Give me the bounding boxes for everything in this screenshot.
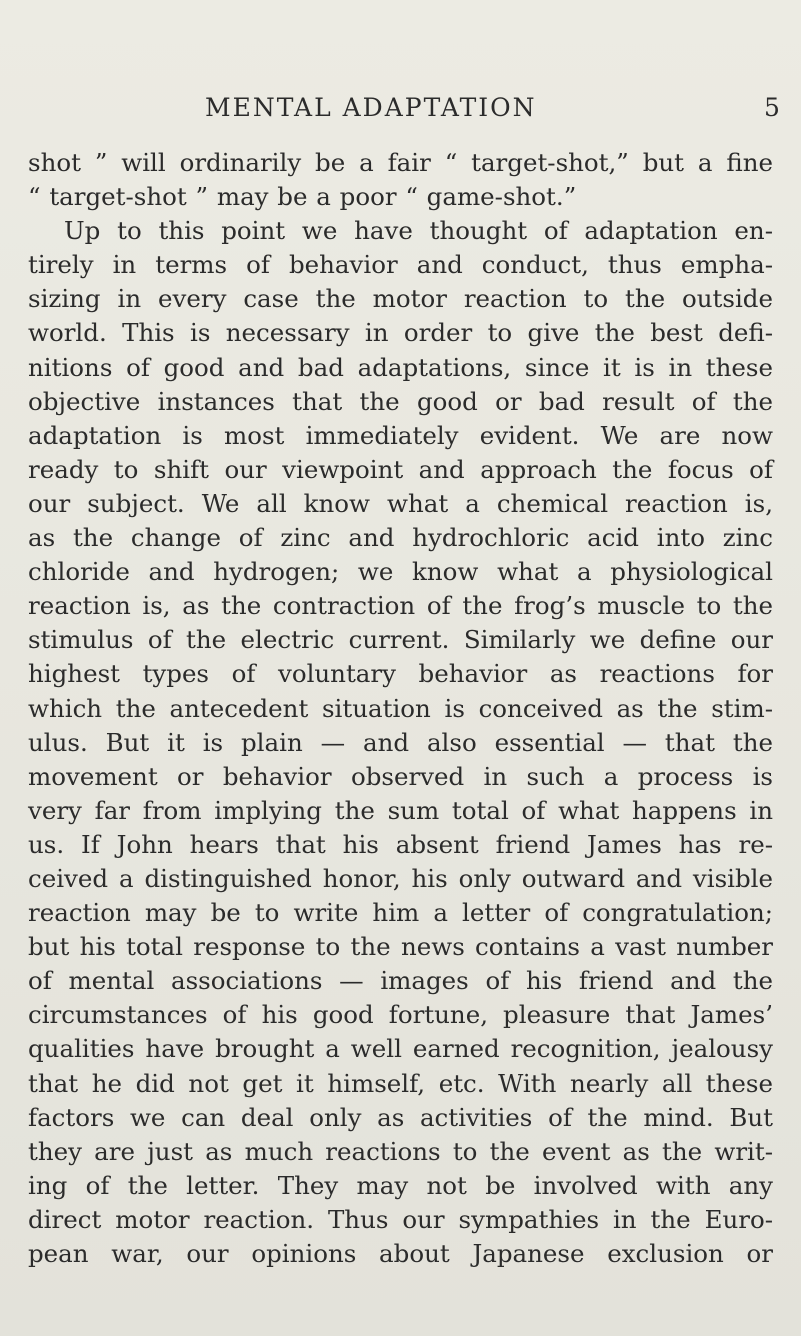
- page-number: 5: [764, 93, 780, 122]
- paragraph-first-line: Up to this point we have thought of adaptation en-: [64, 216, 773, 246]
- text-line: ing of the letter. They may not be involved with any: [28, 1170, 773, 1200]
- text-line: which the antecedent situation is conceived as the stim-: [28, 693, 773, 723]
- text-line: ready to shift our viewpoint and approach the focus of: [28, 454, 773, 484]
- text-line: of mental associations — images of his friend and the: [28, 966, 773, 996]
- text-line: pean war, our opinions about Japanese exclusion or: [28, 1239, 773, 1268]
- text-line: qualities have brought a well earned recognition, jealousy: [28, 1034, 773, 1064]
- body-text: [28, 146, 773, 1271]
- text-line: factors we can deal only as activities of the mind. But: [28, 1102, 773, 1132]
- text-line: but his total response to the news contains a vast number: [28, 932, 773, 962]
- text-line: world. This is necessary in order to give the best defi-: [28, 318, 773, 348]
- text-line: as the change of zinc and hydrochloric acid into zinc: [28, 523, 773, 553]
- text-line: “ target-shot ” may be a poor “ game-shot.”: [28, 182, 577, 212]
- text-line: highest types of voluntary behavior as reactions for: [28, 659, 773, 689]
- running-title: MENTAL ADAPTATION: [205, 93, 537, 122]
- text-line: adaptation is most immediately evident. We are now: [28, 420, 773, 450]
- text-line: nitions of good and bad adaptations, since it is in these: [28, 352, 773, 382]
- text-line: reaction is, as the contraction of the frog’s muscle to the: [28, 591, 773, 621]
- text-line: direct motor reaction. Thus our sympathies in the Euro-: [28, 1204, 773, 1234]
- text-line: that he did not get it himself, etc. With nearly all these: [28, 1068, 773, 1098]
- text-line: ulus. But it is plain — and also essential — that the: [28, 727, 773, 757]
- text-line: tirely in terms of behavior and conduct, thus empha-: [28, 250, 773, 280]
- text-line: sizing in every case the motor reaction to the outside: [28, 284, 773, 314]
- text-line: chloride and hydrogen; we know what a physiological: [28, 557, 773, 587]
- text-line: our subject. We all know what a chemical reaction is,: [28, 488, 773, 518]
- text-line: shot ” will ordinarily be a fair “ target-shot,” but a fine: [28, 148, 773, 177]
- text-line: ceived a distinguished honor, his only outward and visible: [28, 863, 773, 893]
- text-line: circumstances of his good fortune, pleasure that James’: [28, 1000, 773, 1030]
- text-line: movement or behavior observed in such a process is: [28, 761, 773, 791]
- text-line: reaction may be to write him a letter of congratulation;: [28, 898, 773, 928]
- text-line: stimulus of the electric current. Similarly we define our: [28, 625, 773, 655]
- text-line: us. If John hears that his absent friend James has re-: [28, 829, 773, 859]
- text-line: they are just as much reactions to the event as the writ-: [28, 1136, 773, 1166]
- text-line: objective instances that the good or bad result of the: [28, 386, 773, 416]
- running-head: [0, 88, 801, 128]
- text-line: very far from implying the sum total of what happens in: [28, 795, 773, 825]
